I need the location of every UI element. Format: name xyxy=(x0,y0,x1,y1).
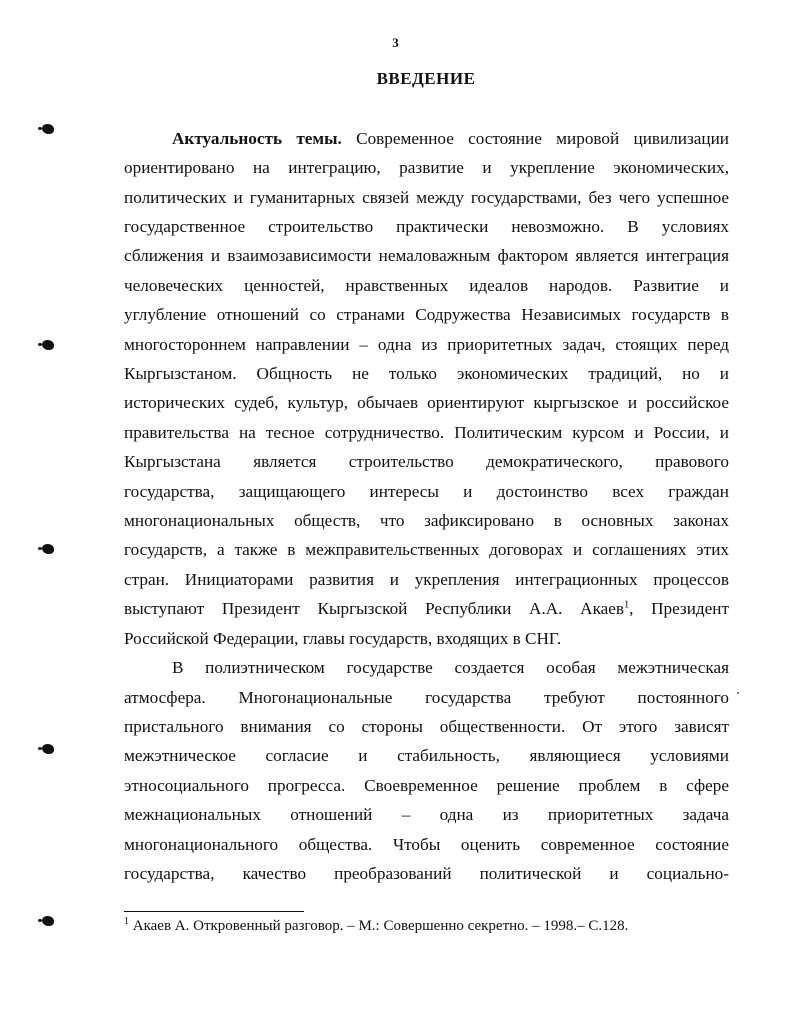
footnote xyxy=(124,918,744,935)
paragraph-line: стран. Инициаторами развития и укрепления интеграционных процессов xyxy=(124,570,729,589)
paragraph-line: государственное строительство практически невозможно. В условиях xyxy=(124,217,729,236)
paragraph-line: ориентировано на интеграцию, развитие и укрепление экономических, xyxy=(124,158,729,177)
paragraph-line: многонационального общества. Чтобы оценить современное состояние xyxy=(124,835,729,854)
paragraph-line: В полиэтническом государстве создается особая межэтническая xyxy=(172,658,729,677)
paragraph-line: многонациональных обществ, что зафиксировано в основных законах xyxy=(124,511,729,530)
paragraph-line xyxy=(124,599,729,621)
footnote-separator xyxy=(124,911,304,912)
footnote-marker: 1 xyxy=(124,916,129,927)
page-title: ВВЕДЕНИЕ xyxy=(376,69,476,88)
paragraph-line: государства, качество преобразований политической и социально- xyxy=(124,864,729,883)
binding-hole-mark xyxy=(42,124,54,134)
binding-hole-mark xyxy=(42,744,54,754)
paragraph-line: этносоциального прогресса. Своевременное решение проблем в сфере xyxy=(124,776,729,795)
paragraph-line: углубление отношений со странами Содружества Независимых государств в xyxy=(124,305,729,324)
line-text: , Президент xyxy=(629,599,729,618)
paragraph-line: Российской Федерации, главы государств, входящих в СНГ. xyxy=(124,629,562,648)
line-text: Современное состояние мировой цивилизации xyxy=(356,129,729,148)
paragraph-line: политических и гуманитарных связей между государствами, без чего успешное xyxy=(124,188,729,207)
paragraph-line: правительства на тесное сотрудничество. Политическим курсом и России, и xyxy=(124,423,729,442)
paragraph-line: Кыргызстана является строительство демократического, правового xyxy=(124,452,729,471)
paragraph-line: государства, защищающего интересы и достоинство всех граждан xyxy=(124,482,729,501)
topic-lead: Актуальность темы. xyxy=(172,129,342,148)
paragraph-line: межэтническое согласие и стабильность, являющиеся условиями xyxy=(124,746,729,765)
paragraph-line xyxy=(172,129,729,151)
line-text: выступают Президент Кыргызской Республики А.А. Акаев xyxy=(124,599,625,618)
binding-hole-mark xyxy=(42,544,54,554)
footnote-text: Акаев А. Откровенный разговор. – М.: Совершенно секретно. – 1998.– С.128. xyxy=(129,918,629,934)
page-number: 3 xyxy=(392,35,399,50)
paragraph-line: Кыргызстаном. Общность не только экономических традиций, но и xyxy=(124,364,729,383)
paragraph-line: сближения и взаимозависимости немаловажным фактором является интеграция xyxy=(124,246,729,265)
binding-hole-mark xyxy=(42,340,54,350)
paragraph-line: исторических судеб, культур, обычаев ориентируют кыргызское и российское xyxy=(124,393,729,412)
binding-hole-mark xyxy=(42,916,54,926)
scan-speck xyxy=(737,692,739,694)
paragraph-line: государств, а также в межправительственных договорах и соглашениях этих xyxy=(124,540,729,559)
paragraph-line: пристального внимания со стороны общественности. От этого зависят xyxy=(124,717,729,736)
paragraph-line: многостороннем направлении – одна из приоритетных задач, стоящих перед xyxy=(124,335,729,354)
paragraph-line: атмосфера. Многонациональные государства требуют постоянного xyxy=(124,688,729,707)
footnote-reference[interactable]: 1 xyxy=(624,599,630,611)
paragraph-line: человеческих ценностей, нравственных идеалов народов. Развитие и xyxy=(124,276,729,295)
paragraph-line: межнациональных отношений – одна из приоритетных задача xyxy=(124,805,729,824)
